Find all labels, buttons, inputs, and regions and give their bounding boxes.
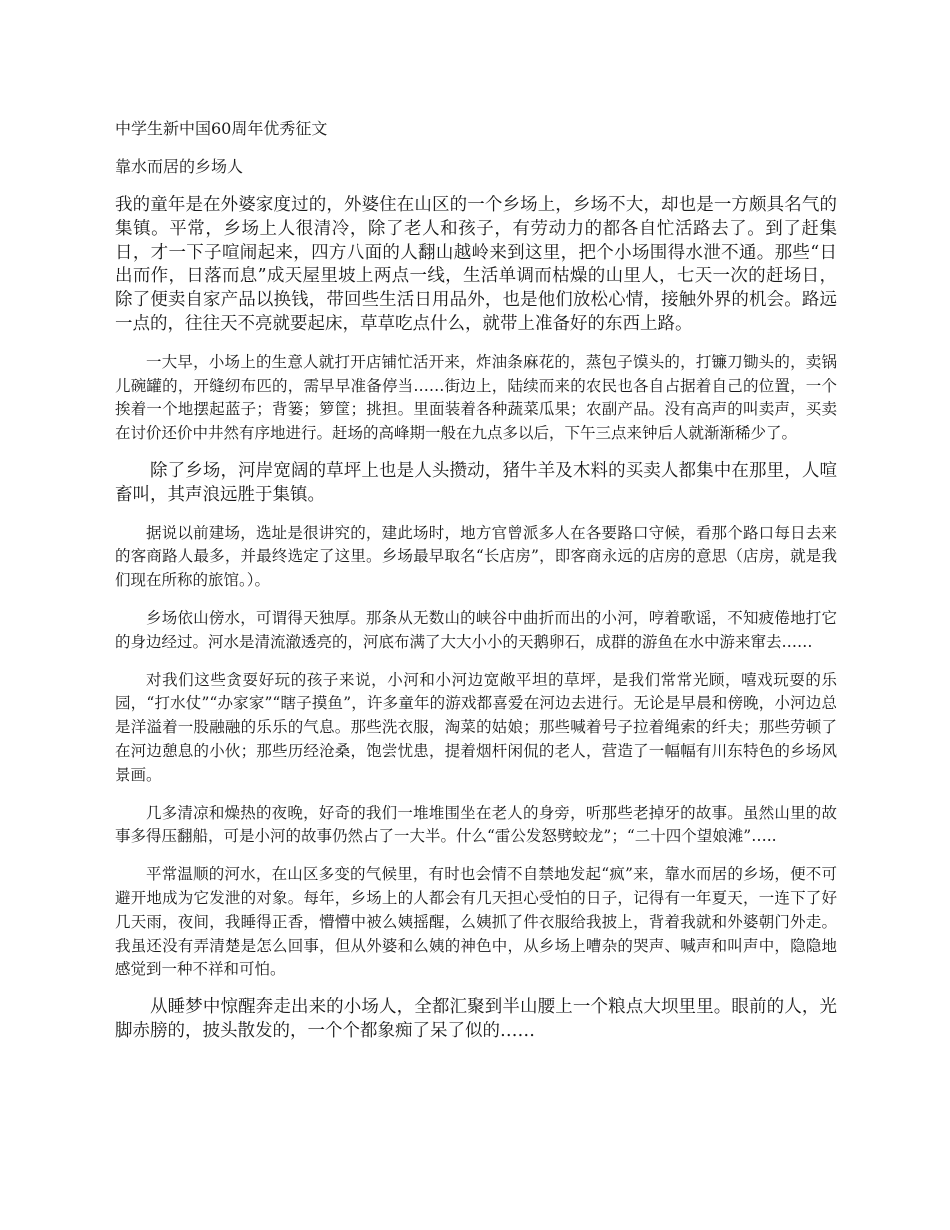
paragraph-6: 对我们这些贪耍好玩的孩子来说，小河和小河边宽敞平坦的草坪，是我们常常光顾，嘻戏玩耍的乐园，“打水仗”“办家家”“瞎子摸鱼”，许多童年的游戏都喜爱在河边去进行。无论是早晨和傍晚，小河边总是洋溢着一股融融的乐乐的气息。那些洗衣服，淘菜的姑娘；那些喊着号子拉着绳索的纤夫；那些劳顿了在河边憩息的小伙；那些历经沧桑，饱尝忧患，提着烟杆闲侃的老人，营造了一幅幅有川东特色的乡场风景画。: [115, 670, 837, 784]
paragraph-4: 据说以前建场，选址是很讲究的，建此场时，地方官曾派多人在各要路口守候，看那个路口每日去来的客商路人最多，并最终选定了这里。乡场最早取名“长店房”，即客商永远的店房的意思（店房，就是我们现在所称的旅馆。）。: [115, 523, 837, 590]
document-title: 中学生新中国60周年优秀征文: [115, 119, 328, 138]
paragraph-5: 乡场依山傍水，可谓得天独厚。那条从无数山的峡谷中曲折而出的小河，哼着歌谣，不知疲倦地打它的身边经过。河水是清流澈透亮的，河底布满了大大小小的天鹅卵石，成群的游鱼在水中游来窜去……: [115, 608, 837, 651]
paragraph-3: 除了乡场，河岸宽阔的草坪上也是人头攒动，猪牛羊及木料的买卖人都集中在那里，人喧畜叫，其声浪远胜于集镇。: [115, 460, 837, 505]
paragraph-1: 我的童年是在外婆家度过的，外婆住在山区的一个乡场上，乡场不大，却也是一方颇具名气的集镇。平常，乡场上人很清冷，除了老人和孩子，有劳动力的都各自忙活路去了。到了赶集日，才一下子喧闹起来，四方八面的人翻山越岭来到这里，把个小场围得水泄不通。那些“日出而作，日落而息”成天屋里坡上两点一线，生活单调而枯燥的山里人，七天一次的赶场日，除了便卖自家产品以换钱，带回些生活日用品外，也是他们放松心情，接触外界的机会。路远一点的，往往天不亮就要起床，草草吃点什么，就带上准备好的东西上路。: [115, 195, 837, 334]
paragraph-2: 一大早，小场上的生意人就打开店铺忙活开来，炸油条麻花的，蒸包子馍头的，打镰刀锄头的，卖锅儿碗罐的，开缝纫布匹的，需早早准备停当……街边上，陆续而来的农民也各自占据着自己的位置，一个挨着一个地摆起蓝子；背篓；箩筐；挑担。里面装着各种蔬菜瓜果；农副产品。没有高声的叫卖声，买卖在讨价还价中井然有序地进行。赶场的高峰期一般在九点多以后，下午三点来钟后人就渐渐稀少了。: [115, 352, 837, 443]
paragraph-8: 平常温顺的河水，在山区多变的气候里，有时也会情不自禁地发起“疯”来，靠水而居的乡场，便不可避开地成为它发泄的对象。每年，乡场上的人都会有几天担心受怕的日子，记得有一年夏天，一连下了好几天雨，夜间，我睡得正香，懵懵中被么姨摇醒，么姨抓了件衣服给我披上，背着我就和外婆朝门外走。我虽还没有弄清楚是怎么回事，但从外婆和么姨的神色中，从乡场上嘈杂的哭声、喊声和叫声中，隐隐地感觉到一种不祥和可怕。: [115, 865, 837, 979]
document-page: [115, 118, 837, 1058]
document-subtitle: 靠水而居的乡场人: [115, 157, 244, 176]
paragraph-7: 几多清凉和燥热的夜晚，好奇的我们一堆堆围坐在老人的身旁，听那些老掉牙的故事。虽然山里的故事多得压翻船，可是小河的故事仍然占了一大半。什么“雷公发怒劈蛟龙”；“二十四个望娘滩”…..: [115, 803, 837, 846]
paragraph-9: 从睡梦中惊醒奔走出来的小场人，全都汇聚到半山腰上一个粮点大坝里里。眼前的人，光脚赤膀的，披头散发的，一个个都象痴了呆了似的……: [115, 997, 837, 1041]
